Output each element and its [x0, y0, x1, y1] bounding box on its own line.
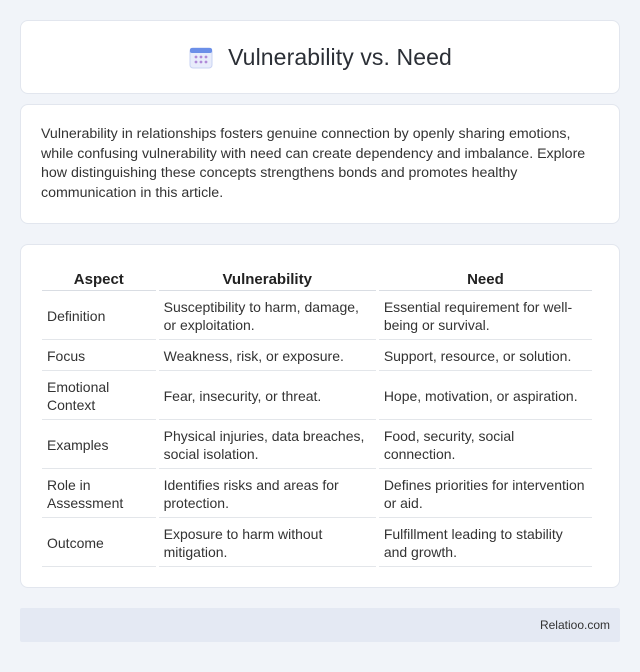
vulnerability-cell: Physical injuries, data breaches, social isolation.	[159, 422, 376, 469]
aspect-cell: Outcome	[42, 520, 156, 567]
title-card	[20, 20, 620, 94]
table-header-row	[42, 267, 592, 291]
intro-card	[20, 104, 620, 224]
comparison-card	[20, 244, 620, 588]
need-cell: Defines priorities for intervention or aid.	[379, 471, 592, 518]
intro-paragraph: Vulnerability in relationships fosters genuine connection by openly sharing emotions, while confusing vulnerability with need can create dependency and imbalance. Explore how distinguishing these concepts strengthens bonds and promotes healthy communication in this article.	[41, 126, 586, 201]
title-wrap	[188, 44, 452, 71]
vulnerability-cell: Identifies risks and areas for protection.	[159, 471, 376, 518]
header-vulnerability: Vulnerability	[159, 267, 376, 291]
footer	[20, 608, 620, 642]
header-need: Need	[379, 267, 592, 291]
table-row	[42, 422, 592, 469]
need-cell: Support, resource, or solution.	[379, 342, 592, 371]
aspect-cell: Emotional Context	[42, 373, 156, 420]
need-cell: Hope, motivation, or aspiration.	[379, 373, 592, 420]
table-row	[42, 342, 592, 371]
aspect-cell: Focus	[42, 342, 156, 371]
need-cell: Fulfillment leading to stability and growth.	[379, 520, 592, 567]
table-row	[42, 373, 592, 420]
table-row	[42, 293, 592, 340]
page-title: Vulnerability vs. Need	[228, 43, 452, 70]
need-cell: Food, security, social connection.	[379, 422, 592, 469]
header-aspect: Aspect	[42, 267, 156, 291]
footer-site-link[interactable]: Relatioo.com	[539, 618, 610, 632]
aspect-cell: Role in Assessment	[42, 471, 156, 518]
vulnerability-cell: Susceptibility to harm, damage, or exploitation.	[159, 293, 376, 340]
vulnerability-cell: Fear, insecurity, or threat.	[159, 373, 376, 420]
table-row	[42, 471, 592, 518]
need-cell: Essential requirement for well-being or survival.	[379, 293, 592, 340]
vulnerability-cell: Weakness, risk, or exposure.	[159, 342, 376, 371]
table-row	[42, 520, 592, 567]
comparison-table	[39, 265, 595, 569]
aspect-cell: Examples	[42, 422, 156, 469]
aspect-cell: Definition	[42, 293, 156, 340]
vulnerability-cell: Exposure to harm without mitigation.	[159, 520, 376, 567]
calendar-icon	[188, 44, 214, 70]
